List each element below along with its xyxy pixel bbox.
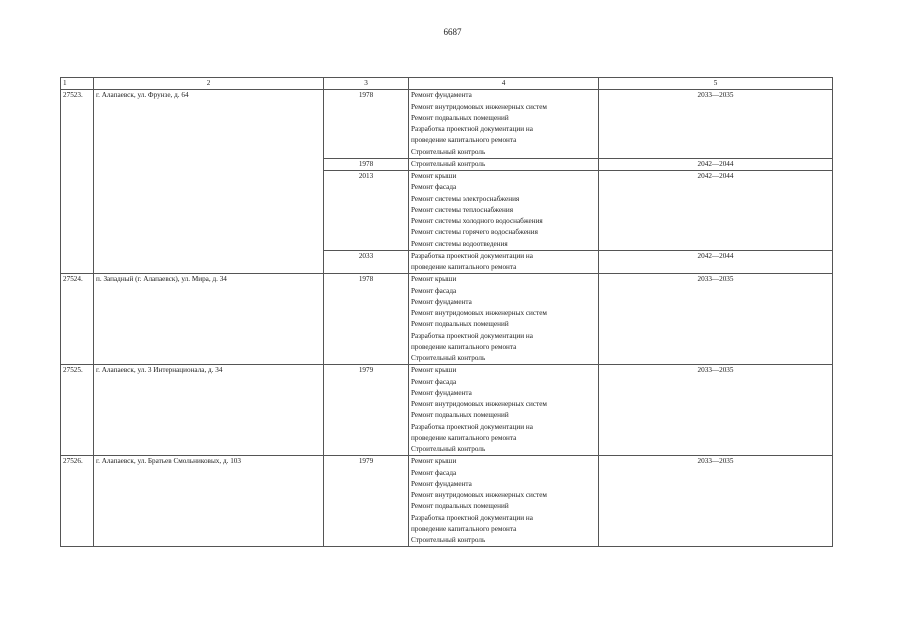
work-item: Ремонт системы теплоснабжения bbox=[411, 205, 514, 214]
work-item: Строительный контроль bbox=[411, 536, 486, 544]
work-item: проведение капитального ремонта bbox=[411, 433, 517, 442]
item-number-cell: 27526. bbox=[61, 456, 94, 547]
item-number-cell: 27524. bbox=[61, 274, 94, 365]
works-cell bbox=[409, 171, 599, 251]
work-item: Ремонт подвальных помещений bbox=[411, 113, 509, 122]
work-item: Ремонт крыши bbox=[411, 275, 457, 284]
address-cell: п. Западный (г. Алапаевск), ул. Мира, д. 34 bbox=[94, 274, 324, 365]
work-item: Ремонт фасада bbox=[411, 183, 457, 192]
repair-schedule-table bbox=[60, 77, 833, 547]
table-header-row bbox=[61, 78, 833, 90]
address-cell: г. Алапаевск, ул. 3 Интернационала, д. 34 bbox=[94, 365, 324, 456]
work-item: Разработка проектной документации на bbox=[411, 125, 533, 133]
work-item: Ремонт подвальных помещений bbox=[411, 502, 509, 511]
period-cell: 2042—2044 bbox=[599, 171, 833, 251]
work-item: Разработка проектной документации на bbox=[411, 422, 533, 431]
work-item: Ремонт системы электроснабжения bbox=[411, 194, 520, 203]
period-cell: 2033—2035 bbox=[599, 90, 833, 159]
work-item: Ремонт фундамента bbox=[411, 388, 472, 397]
work-item: Ремонт фундамента bbox=[411, 297, 472, 306]
work-item: Ремонт фундамента bbox=[411, 91, 472, 100]
work-item: Ремонт фасада bbox=[411, 377, 457, 386]
work-item: проведение капитального ремонта bbox=[411, 136, 517, 145]
period-cell: 2033—2035 bbox=[599, 456, 833, 547]
table-row bbox=[61, 456, 833, 547]
work-item: Ремонт фундамента bbox=[411, 479, 472, 488]
work-item: Строительный контроль bbox=[411, 445, 486, 453]
work-item: Ремонт крыши bbox=[411, 457, 457, 466]
work-item: Строительный контроль bbox=[411, 147, 486, 156]
work-item: Ремонт внутридомовых инженерных систем bbox=[411, 491, 547, 499]
work-item: Ремонт фасада bbox=[411, 468, 457, 477]
work-item: Ремонт подвальных помещений bbox=[411, 320, 509, 329]
work-item: Ремонт крыши bbox=[411, 366, 457, 375]
works-cell bbox=[409, 90, 599, 159]
work-item: проведение капитального ремонта bbox=[411, 342, 517, 351]
year-cell: 2033 bbox=[324, 250, 409, 274]
work-item: Ремонт внутридомовых инженерных систем bbox=[411, 309, 547, 317]
table-body bbox=[61, 90, 833, 547]
work-item: Строительный контроль bbox=[411, 354, 486, 362]
work-item: Ремонт подвальных помещений bbox=[411, 411, 509, 420]
table-row bbox=[61, 90, 833, 159]
table-row bbox=[61, 274, 833, 365]
work-item: Разработка проектной документации на bbox=[411, 251, 533, 260]
period-cell: 2042—2044 bbox=[599, 250, 833, 274]
year-cell: 1979 bbox=[324, 365, 409, 456]
work-item: Ремонт системы водоотведения bbox=[411, 239, 508, 248]
work-item: Разработка проектной документации на bbox=[411, 513, 533, 522]
work-item: Ремонт крыши bbox=[411, 172, 457, 180]
year-cell: 1978 bbox=[324, 274, 409, 365]
column-header-4: 4 bbox=[409, 78, 599, 90]
item-number-cell: 27525. bbox=[61, 365, 94, 456]
work-item: Строительный контроль bbox=[411, 159, 486, 168]
work-item: Ремонт системы горячего водоснабжения bbox=[411, 228, 538, 237]
column-header-1: 1 bbox=[61, 78, 94, 90]
works-cell bbox=[409, 158, 599, 170]
work-item: Ремонт внутридомовых инженерных систем bbox=[411, 102, 547, 111]
works-cell bbox=[409, 365, 599, 456]
work-item: Разработка проектной документации на bbox=[411, 331, 533, 340]
column-header-2: 2 bbox=[94, 78, 324, 90]
work-item: проведение капитального ремонта bbox=[411, 263, 517, 271]
year-cell: 1978 bbox=[324, 158, 409, 170]
year-cell: 1979 bbox=[324, 456, 409, 547]
year-cell: 2013 bbox=[324, 171, 409, 251]
item-number-cell: 27523. bbox=[61, 90, 94, 274]
period-cell: 2033—2035 bbox=[599, 274, 833, 365]
address-cell: г. Алапаевск, ул. Братьев Смольниковых, д. 103 bbox=[94, 456, 324, 547]
address-cell: г. Алапаевск, ул. Фрунзе, д. 64 bbox=[94, 90, 324, 274]
table-row bbox=[61, 365, 833, 456]
works-cell bbox=[409, 456, 599, 547]
work-item: проведение капитального ремонта bbox=[411, 524, 517, 533]
period-cell: 2033—2035 bbox=[599, 365, 833, 456]
page-number: 6687 bbox=[443, 27, 462, 37]
column-header-3: 3 bbox=[324, 78, 409, 90]
column-header-5: 5 bbox=[599, 78, 833, 90]
works-cell bbox=[409, 250, 599, 274]
work-item: Ремонт фасада bbox=[411, 286, 457, 295]
work-item: Ремонт системы холодного водоснабжения bbox=[411, 217, 543, 225]
work-item: Ремонт внутридомовых инженерных систем bbox=[411, 400, 547, 408]
works-cell bbox=[409, 274, 599, 365]
year-cell: 1978 bbox=[324, 90, 409, 159]
period-cell: 2042—2044 bbox=[599, 158, 833, 170]
